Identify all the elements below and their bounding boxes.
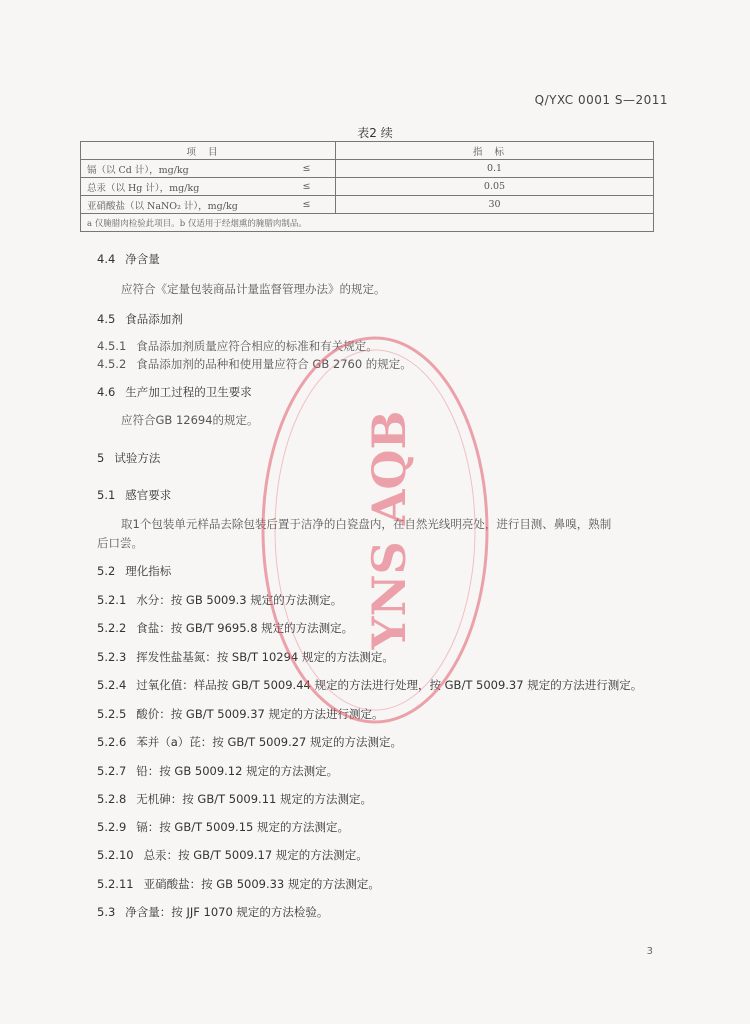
item-text: 无机砷：按 GB/T 5009.11 规定的方法测定。	[136, 792, 372, 806]
section-5-3	[97, 904, 328, 920]
section-4-5-2	[97, 356, 412, 372]
section-title: 试验方法	[114, 451, 161, 465]
row-item: 亚硝酸盐（以 NaNO₂ 计），mg/kg	[81, 196, 279, 214]
item-number: 5.2.4	[97, 678, 127, 692]
spec-table	[80, 141, 654, 232]
section-text: 食品添加剂质量应符合相应的标准和有关规定。	[136, 339, 378, 353]
item-text: 铅：按 GB 5009.12 规定的方法测定。	[136, 764, 339, 778]
section-4-5-heading	[97, 311, 183, 327]
section-number: 4.4	[97, 252, 116, 266]
row-value: 0.1	[336, 160, 654, 178]
item-text: 酸价：按 GB/T 5009.37 规定的方法进行测定。	[136, 707, 384, 721]
row-operator: ≤	[278, 196, 336, 214]
section-number: 5.2	[97, 564, 116, 578]
section-5-2-heading	[97, 563, 171, 579]
item-number: 5.2.6	[97, 735, 127, 749]
section-title: 感官要求	[125, 488, 172, 502]
item-number: 5.2.2	[97, 621, 127, 635]
item-number: 5.2.7	[97, 764, 127, 778]
document-code: Q/YXC 0001 S—2011	[534, 93, 668, 107]
item-number: 5.2.9	[97, 820, 127, 834]
section-text: 食品添加剂的品种和使用量应符合 GB 2760 的规定。	[136, 357, 412, 371]
section-title: 生产加工过程的卫生要求	[125, 385, 252, 399]
section-number: 4.5	[97, 312, 116, 326]
method-item	[97, 876, 380, 892]
method-item	[97, 706, 384, 722]
item-text: 挥发性盐基氮：按 SB/T 10294 规定的方法测定。	[136, 650, 394, 664]
item-text: 亚硝酸盐：按 GB 5009.33 规定的方法测定。	[143, 877, 380, 891]
table-row	[81, 196, 654, 214]
row-item: 总汞（以 Hg 计），mg/kg	[81, 178, 279, 196]
section-title: 食品添加剂	[125, 312, 183, 326]
method-item	[97, 734, 402, 750]
table-caption: 表2 续	[357, 126, 393, 140]
item-text: 总汞：按 GB/T 5009.17 规定的方法测定。	[143, 848, 368, 862]
table-header-row	[81, 142, 654, 160]
row-value: 0.05	[336, 178, 654, 196]
table-note-row	[81, 214, 654, 232]
item-text: 食盐：按 GB/T 9695.8 规定的方法测定。	[136, 621, 354, 635]
section-title: 理化指标	[125, 564, 172, 578]
section-number: 5	[97, 451, 105, 465]
item-text: 镉：按 GB/T 5009.15 规定的方法测定。	[136, 820, 349, 834]
row-operator: ≤	[278, 178, 336, 196]
item-text: 苯并（a）芘：按 GB/T 5009.27 规定的方法测定。	[136, 735, 403, 749]
table-row	[81, 178, 654, 196]
item-number: 5.2.11	[97, 877, 134, 891]
section-number: 4.6	[97, 385, 116, 399]
page-number: 3	[646, 946, 653, 957]
item-number: 5.2.3	[97, 650, 127, 664]
section-5-1-heading	[97, 487, 171, 503]
method-item	[97, 620, 353, 636]
section-number: 4.5.1	[97, 339, 127, 353]
section-text: 净含量：按 JJF 1070 规定的方法检验。	[125, 905, 329, 919]
row-value: 30	[336, 196, 654, 214]
section-number: 4.5.2	[97, 357, 127, 371]
section-4-4-text: 应符合《定量包装商品计量监督管理办法》的规定。	[121, 282, 386, 296]
section-4-4-heading	[97, 251, 160, 267]
method-item	[97, 677, 642, 693]
item-number: 5.2.1	[97, 593, 127, 607]
column-header-item: 项目	[81, 142, 336, 160]
item-number: 5.2.10	[97, 848, 134, 862]
section-4-6-heading	[97, 384, 252, 400]
section-5-heading	[97, 450, 160, 466]
item-text: 水分：按 GB 5009.3 规定的方法测定。	[136, 593, 343, 607]
row-item: 镉（以 Cd 计），mg/kg	[81, 160, 279, 178]
item-text: 过氧化值：样品按 GB/T 5009.44 规定的方法进行处理，按 GB/T 5009.37 规定的方法进行测定。	[136, 678, 643, 692]
row-operator: ≤	[278, 160, 336, 178]
section-title: 净含量	[125, 252, 160, 266]
method-item	[97, 847, 368, 863]
method-item	[97, 763, 338, 779]
item-number: 5.2.8	[97, 792, 127, 806]
table-row	[81, 160, 654, 178]
column-header-value: 指标	[336, 142, 654, 160]
section-number: 5.3	[97, 905, 116, 919]
section-4-6-text: 应符合GB 12694的规定。	[121, 413, 259, 427]
section-4-5-1	[97, 338, 378, 354]
method-item	[97, 791, 372, 807]
section-number: 5.1	[97, 488, 116, 502]
item-number: 5.2.5	[97, 707, 127, 721]
method-item	[97, 649, 394, 665]
stamp-text: YNS AQB	[362, 410, 416, 650]
section-5-1-text-line1: 取1个包装单元样品去除包装后置于洁净的白瓷盘内，在自然光线明亮处，进行目测、鼻嗅，熟制	[121, 517, 612, 531]
method-item	[97, 819, 349, 835]
table-note: a 仅腌腊肉检验此项目。b 仅适用于经烟熏的腌腊肉制品。	[81, 214, 654, 232]
section-5-1-text-line2: 后口尝。	[97, 536, 143, 550]
method-item	[97, 592, 342, 608]
